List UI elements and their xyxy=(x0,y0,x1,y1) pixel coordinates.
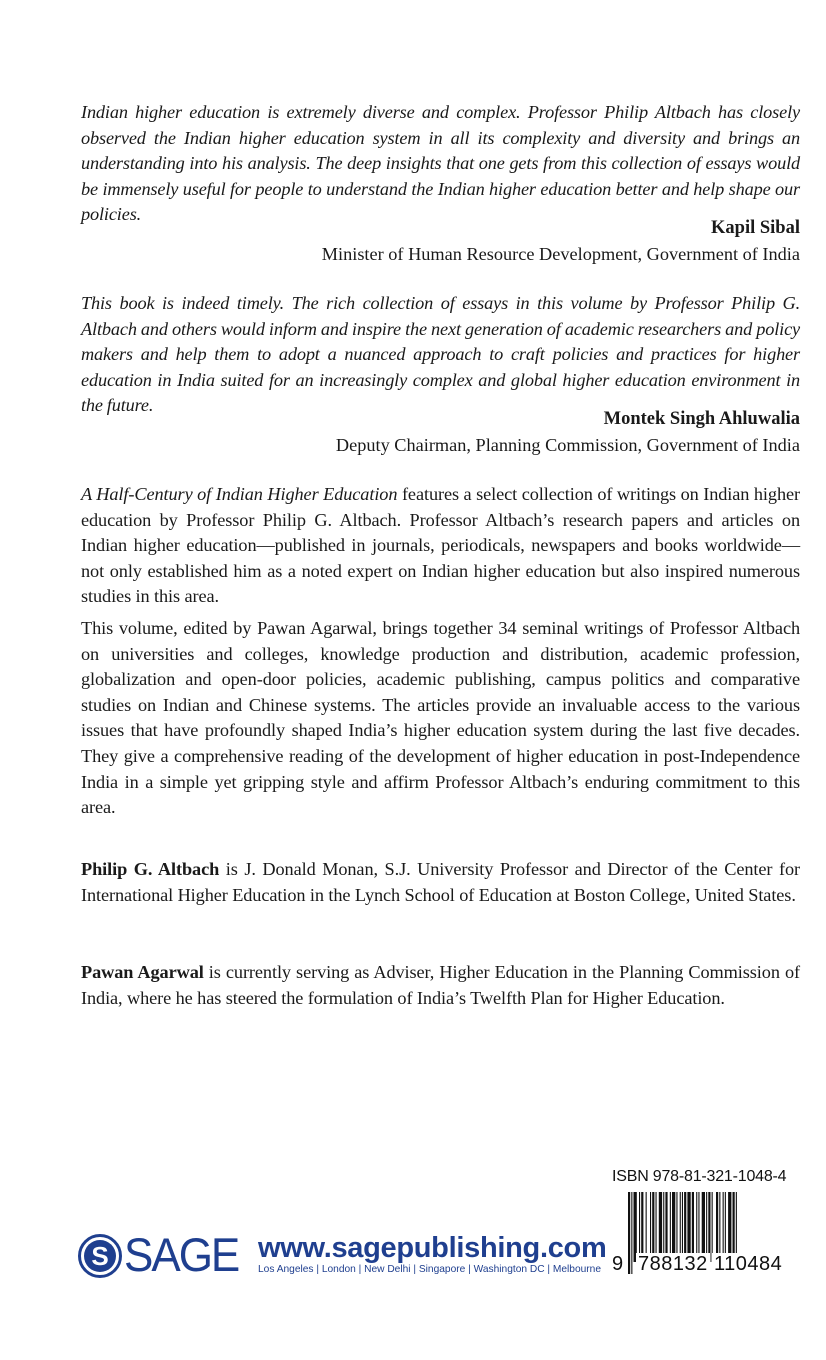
barcode-bar xyxy=(670,1192,671,1262)
endorser-name: Montek Singh Ahluwalia xyxy=(603,409,800,429)
barcode-bar xyxy=(684,1192,686,1262)
barcode-bar xyxy=(728,1192,731,1262)
barcode-bar xyxy=(659,1192,662,1262)
endorsement-attribution-1 xyxy=(81,207,800,267)
barcode-bar xyxy=(634,1192,637,1262)
barcode-bar xyxy=(692,1192,694,1262)
book-title: A Half-Century of Indian Higher Education xyxy=(81,484,398,504)
barcode-bar xyxy=(656,1192,657,1262)
barcode-bar xyxy=(631,1192,632,1274)
barcode-bar xyxy=(672,1192,675,1262)
barcode-first-digit: 9 xyxy=(612,1253,624,1275)
book-description-paragraph-1 xyxy=(81,482,800,610)
barcode-bar xyxy=(725,1192,726,1262)
barcode-bar xyxy=(702,1192,705,1262)
endorser-name: Kapil Sibal xyxy=(711,218,800,238)
bio-text: is J. Donald Monan, S.J. University Professor and Director of the Center for International Higher Education in the Lynch School of Education at Boston College, United States. xyxy=(81,859,800,905)
sage-logo-mark: S xyxy=(84,1240,116,1272)
barcode-bar xyxy=(641,1192,643,1262)
publisher-info xyxy=(258,1233,606,1275)
endorser-role: Minister of Human Resource Development, Government of India xyxy=(321,244,800,264)
book-description-paragraph-2 xyxy=(81,616,800,821)
editor-bio xyxy=(81,960,800,1011)
barcode-bar xyxy=(646,1192,647,1262)
barcode-bar xyxy=(687,1192,690,1262)
barcode-bar xyxy=(723,1192,724,1262)
sage-logo xyxy=(78,1230,238,1282)
editor-name: Pawan Agarwal xyxy=(81,962,204,982)
sage-logo-icon xyxy=(78,1234,122,1278)
isbn-label: ISBN 978-81-321-1048-4 xyxy=(612,1168,787,1185)
quote-text: This book is indeed timely. The rich collection of essays in this volume by Professor Philip G. Altbach and others would inform and inspire the next generation of academic researchers and policy makers and help them to adopt a nuanced approach to craft policies and practices for higher education in India suited for an increasingly complex and global higher education environment in the future. xyxy=(81,293,800,416)
barcode-digit-group-1: 788132 xyxy=(638,1253,708,1275)
barcode-bar xyxy=(716,1192,718,1262)
barcode-bar xyxy=(698,1192,699,1262)
barcode-bar xyxy=(639,1192,640,1262)
barcode-bar xyxy=(696,1192,697,1262)
barcode-bar xyxy=(628,1192,630,1274)
description-text: This volume, edited by Pawan Agarwal, brings together 34 seminal writings of Professor Altbach on universities and colleges, knowledge production and distribution, academic profession, globalization and open-door policies, academic publishing, campus politics and comparative studies on Indian and Chinese systems. The articles provide an invaluable access to the various issues that have profoundly shaped India’s higher education system during the last five decades. They give a comprehensive reading of the development of higher education in post-Independence India in a simple yet gripping style and affirm Professor Altbach’s enduring commitment to this area. xyxy=(81,618,800,818)
sage-wordmark: SAGE xyxy=(124,1229,239,1282)
barcode-bar xyxy=(650,1192,651,1262)
author-name: Philip G. Altbach xyxy=(81,859,220,879)
quote-text: Indian higher education is extremely diverse and complex. Professor Philip Altbach has closely observed the Indian higher education system in all its complexity and diversity and brings an understanding into his analysis. The deep insights that one gets from this collection of essays would be immensely useful for people to understand the Indian higher education better and help shape our policies. xyxy=(81,102,800,225)
barcode-bar xyxy=(665,1192,667,1262)
endorser-role: Deputy Chairman, Planning Commission, Government of India xyxy=(335,435,800,455)
description-text: features a select collection of writings on Indian higher education by Professor Philip G. Altbach. Professor Altbach’s research papers and articles on Indian higher education—published in journals, periodicals, newspapers and books worldwide—not only established him as a noted expert on Indian higher education but also inspired numerous studies in this area. xyxy=(81,484,800,607)
bio-text: is currently serving as Adviser, Higher Education in the Planning Commission of India, where he has steered the formulation of India’s Twelfth Plan for Higher Education. xyxy=(81,962,800,1008)
barcode-bar xyxy=(708,1192,710,1262)
barcode-bar xyxy=(652,1192,654,1262)
barcode-digit-group-2: 110484 xyxy=(714,1253,783,1275)
publisher-cities: Los Angeles | London | New Delhi | Singapore | Washington DC | Melbourne xyxy=(258,1264,602,1275)
publisher-url[interactable]: www.sagepublishing.com xyxy=(258,1232,607,1264)
barcode-bar xyxy=(676,1192,677,1262)
barcode-bar xyxy=(663,1192,664,1262)
barcode-bar xyxy=(719,1192,720,1262)
barcode-bar xyxy=(712,1192,713,1262)
author-bio xyxy=(81,857,800,908)
endorsement-attribution-2 xyxy=(81,398,800,458)
barcode-bar xyxy=(706,1192,707,1262)
